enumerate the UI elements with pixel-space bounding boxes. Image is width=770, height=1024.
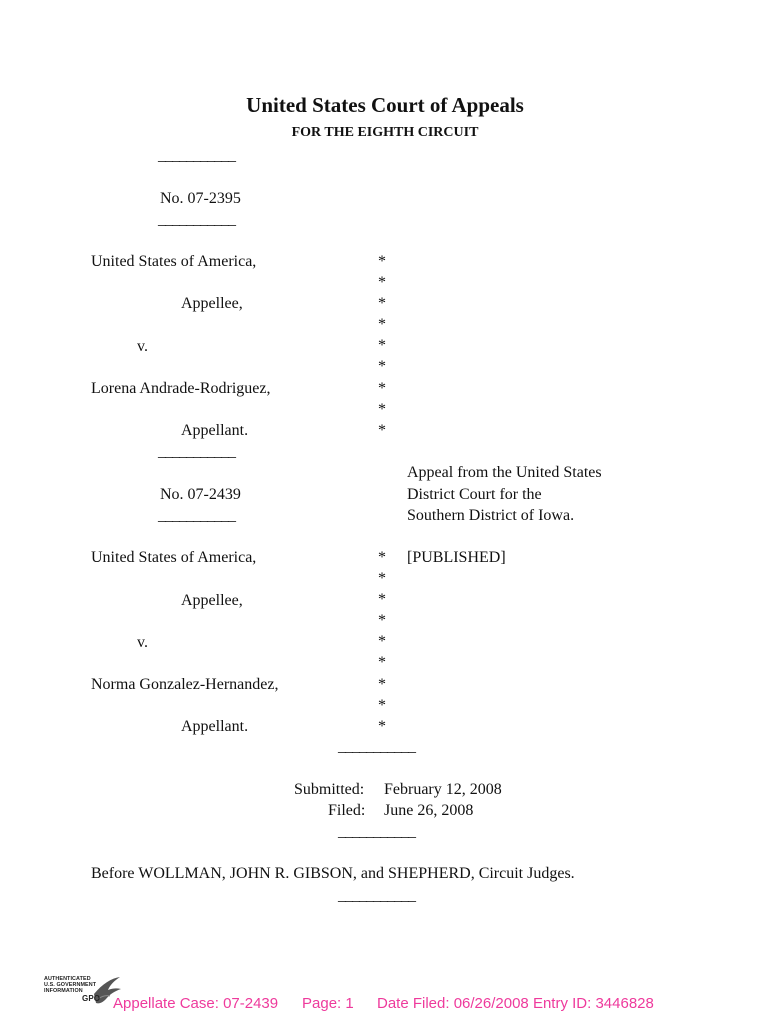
footer-case-number: Appellate Case: 07-2439 — [113, 995, 279, 1012]
caption-stars-1: * * * * * * * * * — [378, 253, 386, 439]
rule-line: ___________ — [338, 887, 415, 904]
caption-stars-2: * * * * * * * * * — [378, 549, 386, 735]
case2-defendant: Norma Gonzalez-Hernandez, — [91, 676, 279, 693]
rule-line: ___________ — [158, 443, 235, 460]
submitted-label: Submitted: — [294, 781, 365, 798]
rule-line: ___________ — [158, 507, 235, 524]
footer-date-filed: Date Filed: 06/26/2008 Entry ID: 3446828 — [377, 995, 654, 1012]
case1-plaintiff-role: Appellee, — [181, 295, 243, 312]
appeal-from: Appeal from the United States District Court for the Southern District of Iowa. — [407, 464, 602, 524]
rule-line: ___________ — [158, 147, 235, 164]
case-number-2: No. 07-2439 — [160, 486, 241, 503]
rule-line: ___________ — [338, 823, 415, 840]
gpo-authenticated-logo: AUTHENTICATED U.S. GOVERNMENT INFORMATION GPO — [44, 972, 124, 1012]
case1-plaintiff: United States of America, — [91, 253, 257, 270]
case2-defendant-role: Appellant. — [181, 718, 249, 735]
case1-defendant-role: Appellant. — [181, 422, 249, 439]
case2-versus: v. — [137, 634, 148, 651]
case2-plaintiff-role: Appellee, — [181, 592, 243, 609]
submitted-date: February 12, 2008 — [384, 781, 502, 798]
rule-line: ___________ — [338, 738, 415, 755]
circuit-subtitle: FOR THE EIGHTH CIRCUIT — [291, 125, 479, 140]
rule-line: ___________ — [158, 211, 235, 228]
court-title: United States Court of Appeals — [246, 93, 524, 117]
filed-date: June 26, 2008 — [384, 802, 474, 819]
case2-plaintiff: United States of America, — [91, 549, 257, 566]
case1-defendant: Lorena Andrade-Rodriguez, — [91, 380, 271, 397]
case-number-1: No. 07-2395 — [160, 190, 241, 207]
case1-versus: v. — [137, 338, 148, 355]
filed-label: Filed: — [328, 802, 366, 819]
published-status: [PUBLISHED] — [407, 549, 506, 566]
footer-page-number: Page: 1 — [302, 995, 354, 1012]
panel-judges: Before WOLLMAN, JOHN R. GIBSON, and SHEPHERD, Circuit Judges. — [91, 865, 575, 882]
